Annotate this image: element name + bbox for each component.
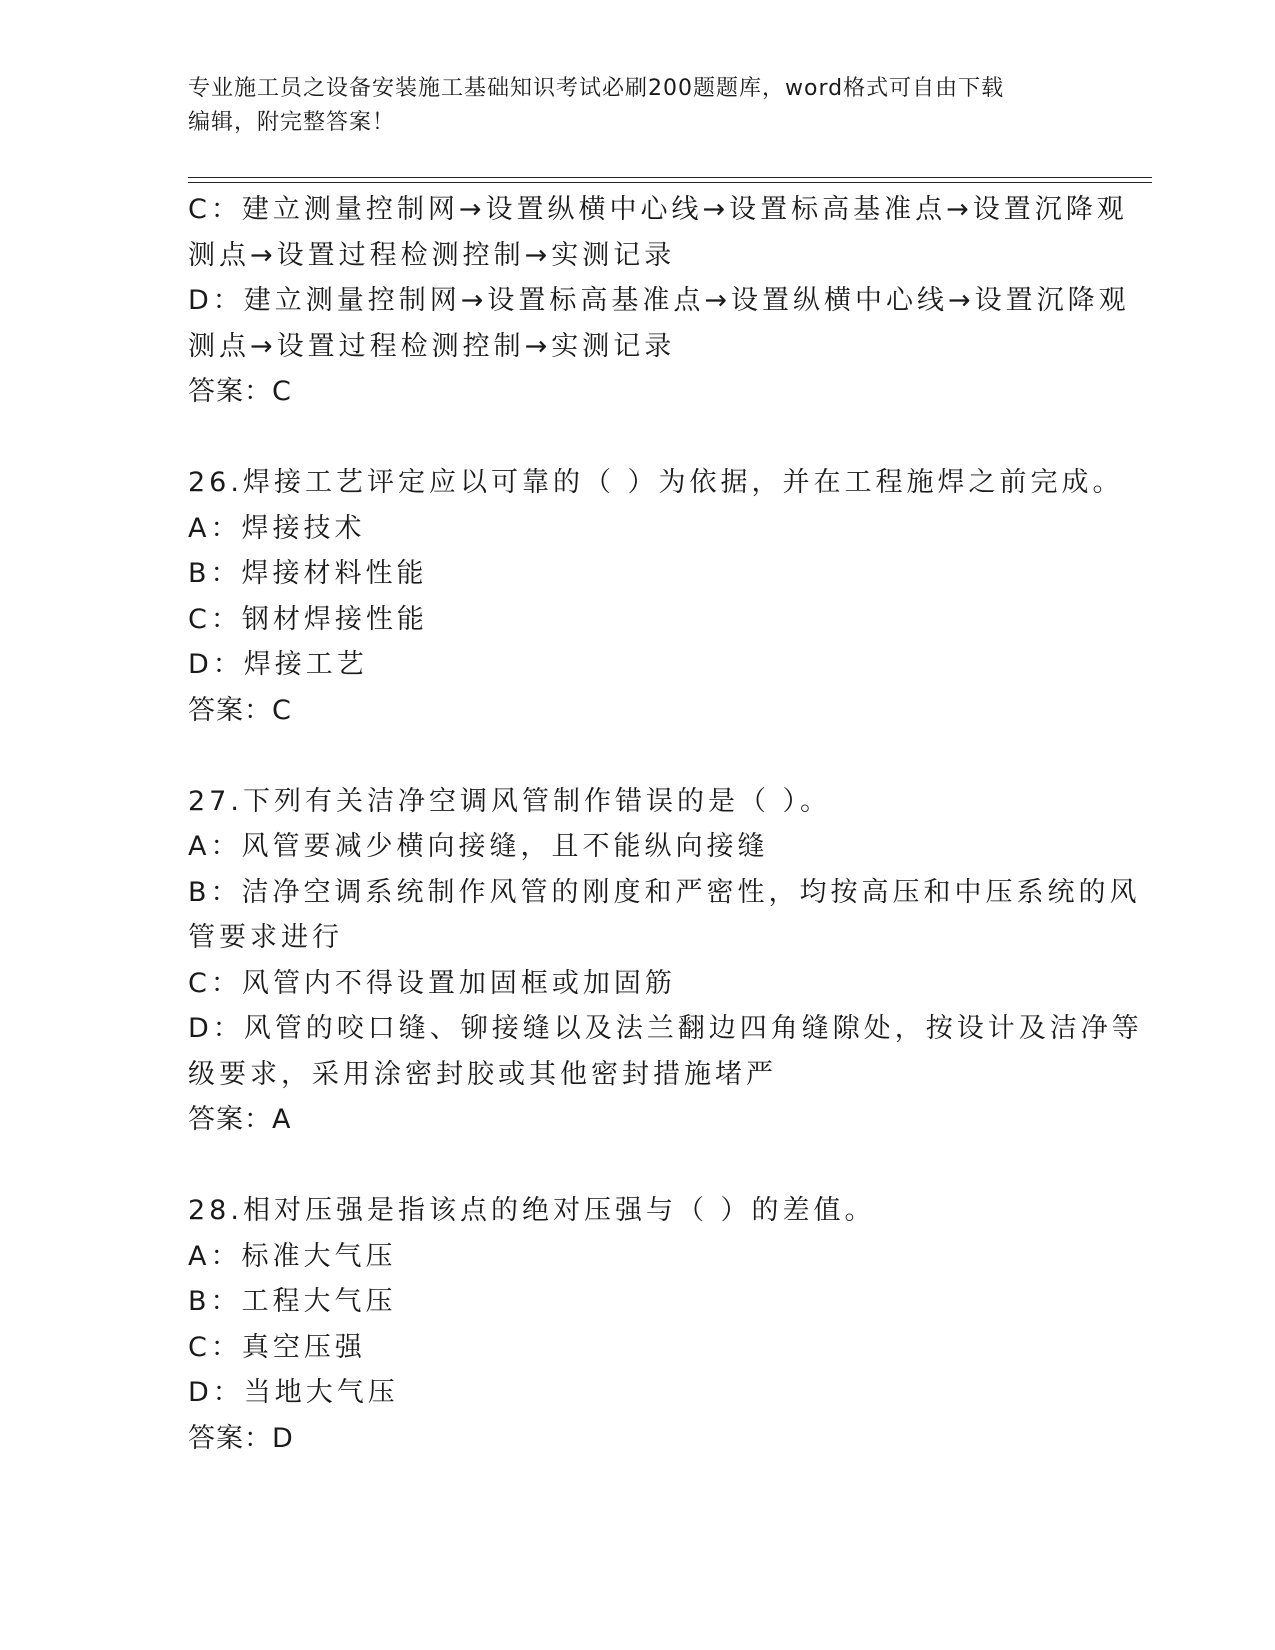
header-divider-top bbox=[188, 177, 1152, 178]
spacer bbox=[188, 733, 1088, 779]
option-c: C：风管内不得设置加固框或加固筋 bbox=[188, 967, 676, 999]
question-26 bbox=[188, 460, 1124, 733]
question-25-continued bbox=[188, 187, 1130, 415]
question-text: 27.下列有关洁净空调风管制作错误的是（ ）。 bbox=[188, 785, 832, 817]
option-c: C：钢材焊接性能 bbox=[188, 603, 428, 635]
option-a: A：标准大气压 bbox=[188, 1240, 397, 1272]
option-a: A：风管要减少横向接缝，且不能纵向接缝 bbox=[188, 831, 769, 862]
option-c-line-1: C：建立测量控制网→设置纵横中心线→设置标高基准点→设置沉降观 bbox=[188, 194, 1128, 225]
question-28 bbox=[188, 1188, 1088, 1461]
question-list bbox=[188, 187, 1143, 1461]
answer: 答案：A bbox=[188, 1104, 292, 1135]
option-d-line-1: D：风管的咬口缝、铆接缝以及法兰翻边四角缝隙处，按设计及洁净等 bbox=[188, 1013, 1143, 1044]
spacer bbox=[188, 1143, 1088, 1189]
option-d: D：焊接工艺 bbox=[188, 649, 368, 680]
option-c-line-2: 测点→设置过程检测控制→实测记录 bbox=[188, 239, 676, 271]
answer: 答案：D bbox=[188, 1422, 294, 1454]
question-27 bbox=[188, 779, 1143, 1143]
option-b: B：焊接材料性能 bbox=[188, 558, 428, 589]
option-b-line-1: B：洁净空调系统制作风管的刚度和严密性，均按高压和中压系统的风 bbox=[188, 876, 1141, 908]
header-title-line-1: 专业施工员之设备安装施工基础知识考试必刷200题题库，word格式可自由下载 bbox=[188, 76, 1005, 101]
question-text: 26.焊接工艺评定应以可靠的（ ）为依据，并在工程施焊之前完成。 bbox=[188, 467, 1124, 498]
option-d: D：当地大气压 bbox=[188, 1377, 399, 1408]
option-c: C：真空压强 bbox=[188, 1331, 366, 1363]
header-title-line-2: 编辑，附完整答案！ bbox=[188, 110, 396, 135]
option-d-line-2: 测点→设置过程检测控制→实测记录 bbox=[188, 330, 676, 362]
answer: 答案：C bbox=[188, 694, 292, 726]
answer: 答案：C bbox=[188, 376, 292, 407]
option-b: B：工程大气压 bbox=[188, 1286, 397, 1317]
spacer bbox=[188, 415, 1088, 461]
option-d-line-2: 级要求，采用涂密封胶或其他密封措施堵严 bbox=[188, 1058, 777, 1090]
option-a: A：焊接技术 bbox=[188, 512, 366, 544]
document-header bbox=[188, 72, 1068, 140]
question-text: 28.相对压强是指该点的绝对压强与（ ）的差值。 bbox=[188, 1195, 876, 1226]
header-divider-bottom bbox=[188, 182, 1152, 183]
option-b-line-2: 管要求进行 bbox=[188, 922, 343, 953]
option-d-line-1: D：建立测量控制网→设置标高基准点→设置纵横中心线→设置沉降观 bbox=[188, 285, 1130, 316]
